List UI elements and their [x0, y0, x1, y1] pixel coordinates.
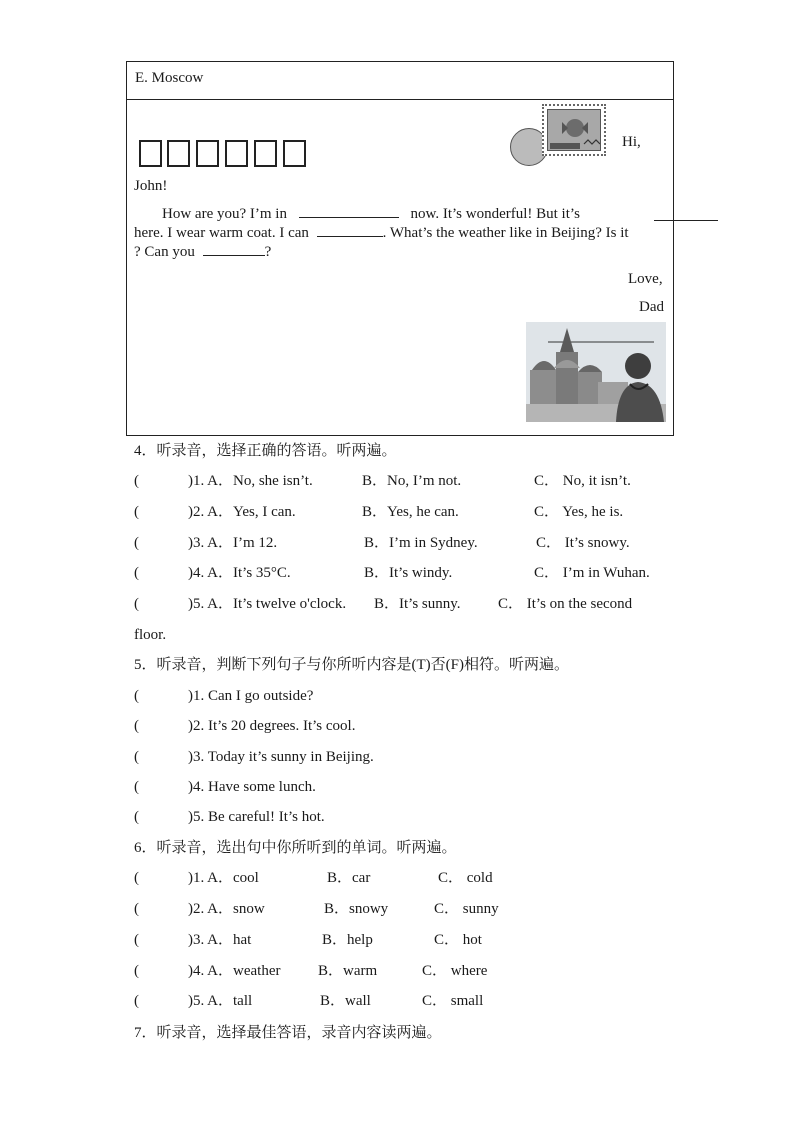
option-c-wrap: floor. — [134, 627, 167, 643]
answer-paren[interactable]: ( — [134, 535, 139, 551]
answer-paren[interactable]: ( — [134, 963, 139, 979]
section-4-heading: 4．听录音，选择正确的答语。听两遍。 — [134, 443, 397, 459]
answer-paren[interactable]: ( — [134, 749, 139, 765]
option-a: )4. A．It’s 35°C. — [188, 565, 291, 581]
option-b: B．Yes, he can. — [362, 504, 459, 520]
answer-paren[interactable]: ( — [134, 473, 139, 489]
greeting-hi: Hi, — [622, 134, 641, 150]
statement: )1. Can I go outside? — [188, 688, 314, 704]
option-b: B．I’m in Sydney. — [364, 535, 478, 551]
letter-box[interactable] — [196, 140, 219, 167]
blank-line[interactable] — [299, 217, 399, 218]
option-c: C． It’s snowy. — [536, 535, 630, 551]
option-b: B．car — [327, 870, 371, 886]
letter-text: ? Can you — [134, 244, 195, 260]
option-c: C． small — [422, 993, 484, 1009]
option-b: B．It’s windy. — [364, 565, 453, 581]
statement: )5. Be careful! It’s hot. — [188, 809, 325, 825]
blank-line[interactable] — [203, 255, 265, 256]
answer-paren[interactable]: ( — [134, 688, 139, 704]
answer-paren[interactable]: ( — [134, 779, 139, 795]
stamp-illustration — [510, 102, 610, 172]
option-b: B．No, I’m not. — [362, 473, 462, 489]
answer-paren[interactable]: ( — [134, 809, 139, 825]
answer-paren[interactable]: ( — [134, 565, 139, 581]
option-a: )3. A．hat — [188, 932, 252, 948]
section-6-heading: 6．听录音，选出句中你所听到的单词。听两遍。 — [134, 840, 457, 856]
option-a: )2. A．snow — [188, 901, 265, 917]
option-a: )3. A．I’m 12. — [188, 535, 278, 551]
answer-paren[interactable]: ( — [134, 504, 139, 520]
answer-paren[interactable]: ( — [134, 901, 139, 917]
option-a: )5. A．It’s twelve o'clock. — [188, 596, 347, 612]
blank-line[interactable] — [654, 220, 718, 221]
option-c: C． No, it isn’t. — [534, 473, 631, 489]
option-c: C． I’m in Wuhan. — [534, 565, 650, 581]
option-b: B．wall — [320, 993, 371, 1009]
letter-text: How are you? I’m in — [162, 206, 287, 222]
option-a: )4. A．weather — [188, 963, 281, 979]
letter-text: here. I wear warm coat. I can — [134, 225, 309, 241]
blank-line[interactable] — [317, 236, 383, 237]
option-c: C． sunny — [434, 901, 499, 917]
statement: )2. It’s 20 degrees. It’s cool. — [188, 718, 356, 734]
letter-box[interactable] — [139, 140, 162, 167]
option-b: B．warm — [318, 963, 378, 979]
option-c: C． where — [422, 963, 488, 979]
letter-text: now. It’s wonderful! But it’s — [410, 206, 580, 222]
option-c: C． Yes, he is. — [534, 504, 624, 520]
answer-paren[interactable]: ( — [134, 870, 139, 886]
section-7-heading: 7．听录音，选择最佳答语，录音内容读两遍。 — [134, 1025, 442, 1041]
postcard-header — [127, 62, 673, 100]
option-a: )1. A．No, she isn’t. — [188, 473, 313, 489]
option-b: B．snowy — [324, 901, 389, 917]
sign-off: Love, — [628, 271, 663, 287]
greeting-name: John! — [134, 178, 168, 194]
letter-box[interactable] — [167, 140, 190, 167]
letter-text: ? — [264, 244, 272, 260]
option-c: C． It’s on the second — [498, 596, 633, 612]
answer-paren[interactable]: ( — [134, 932, 139, 948]
answer-paren[interactable]: ( — [134, 596, 139, 612]
option-b: B．help — [322, 932, 373, 948]
option-c: C． cold — [438, 870, 493, 886]
letter-box[interactable] — [254, 140, 277, 167]
option-a: )1. A．cool — [188, 870, 259, 886]
letter-line-1 — [162, 205, 580, 223]
letter-line-2 — [134, 224, 629, 242]
signature: Dad — [639, 299, 664, 315]
option-a: )5. A．tall — [188, 993, 253, 1009]
letter-box[interactable] — [225, 140, 248, 167]
stamp-icon — [542, 104, 606, 156]
letter-text: . What’s the weather like in Beijing? Is it — [382, 225, 629, 241]
answer-paren[interactable]: ( — [134, 993, 139, 1009]
postcard-header-label: E. Moscow — [135, 70, 204, 86]
moscow-picture — [526, 322, 666, 422]
statement: )3. Today it’s sunny in Beijing. — [188, 749, 374, 765]
letter-line-3 — [134, 243, 271, 261]
option-b: B．It’s sunny. — [374, 596, 461, 612]
letter-box[interactable] — [283, 140, 306, 167]
option-a: )2. A．Yes, I can. — [188, 504, 296, 520]
option-c: C． hot — [434, 932, 482, 948]
answer-paren[interactable]: ( — [134, 718, 139, 734]
section-5-heading: 5．听录音，判断下列句子与你所听内容是(T)否(F)相符。听两遍。 — [134, 657, 569, 673]
statement: )4. Have some lunch. — [188, 779, 316, 795]
